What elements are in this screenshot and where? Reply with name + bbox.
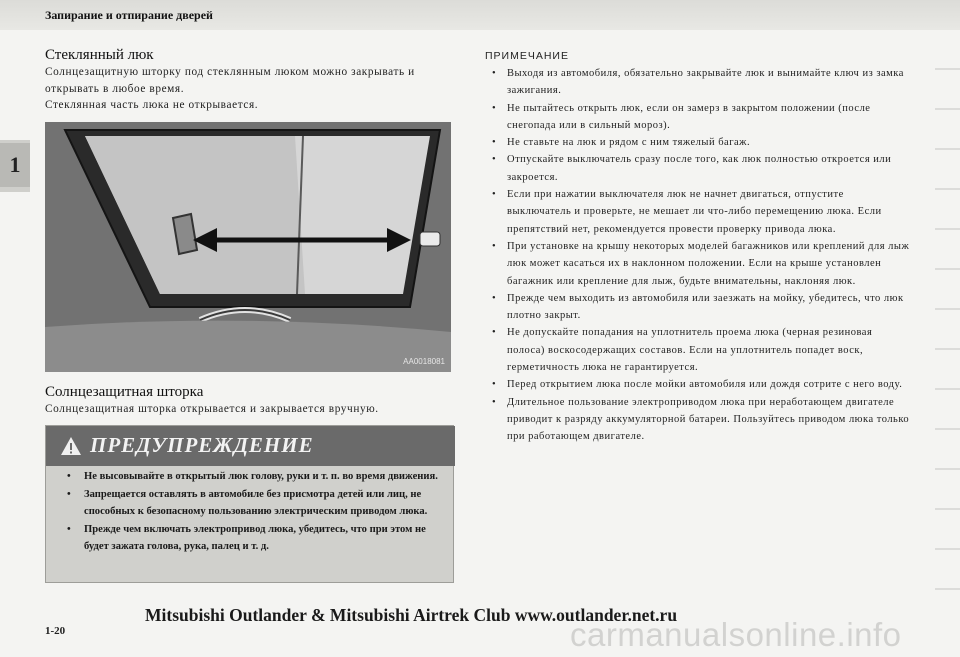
warning-triangle-icon <box>60 436 82 456</box>
warning-list <box>64 468 444 556</box>
notes-heading: ПРИМЕЧАНИЕ <box>485 50 569 62</box>
page-edge-marks <box>935 30 960 590</box>
sunroof-illustration <box>45 122 451 372</box>
glass-sunroof-text: Солнцезащитную шторку под стеклянным люком можно закрывать и открывать в любое время. Стеклянная часть люка не открывается. <box>45 66 415 111</box>
figure-code: AA0018081 <box>403 357 445 366</box>
warning-title: ПРЕДУПРЕЖДЕНИЕ <box>90 433 314 457</box>
sunshade-text: Солнцезащитная шторка открывается и закрывается вручную. <box>45 403 379 415</box>
note-item: • Если при нажатии выключателя люк не начнет двигаться, отпустите выключатель и проверьте, не мешает ли что-либо перемещению люка. Если препятствий нет, рекомендуется провести проверку привода люка. <box>485 186 910 238</box>
warning-item: • Запрещается оставлять в автомобиле без присмотра детей или лиц, не способных к безопасному пользованию электрическим приводом люка. <box>64 486 444 521</box>
note-item: • Не допускайте попадания на уплотнитель проема люка (черная резиновая полоса) воскосодержащих составов. Если на уплотнитель попадет воск, герметичность люка не гарантируется. <box>485 324 910 376</box>
note-item: • Прежде чем выходить из автомобиля или заезжать на мойку, убедитесь, что люк плотно закрыт. <box>485 290 910 325</box>
warning-header <box>46 426 455 466</box>
sunshade-title: Солнцезащитная шторка <box>45 384 204 400</box>
note-item: • Перед открытием люка после мойки автомобиля или дождя сотрите с него воду. <box>485 376 910 393</box>
glass-sunroof-title: Стеклянный люк <box>45 47 154 63</box>
watermark-text: carmanualsonline.info <box>570 616 902 653</box>
warning-item: • Прежде чем включать электропривод люка, убедитесь, что при этом не будет зажата голова, рука, палец и т. д. <box>64 521 444 556</box>
note-item: • Выходя из автомобиля, обязательно закрывайте люк и вынимайте ключ из замка зажигания. <box>485 65 910 100</box>
warning-box <box>45 425 454 583</box>
note-item: • Отпускайте выключатель сразу после того, как люк полностью откроется или закроется. <box>485 151 910 186</box>
club-footer-text: Mitsubishi Outlander & Mitsubishi Airtrek Club www.outlander.net.ru <box>145 605 678 625</box>
warning-item: • Не высовывайте в открытый люк голову, руки и т. п. во время движения. <box>64 468 444 486</box>
chapter-number-tab: 1 <box>0 143 30 187</box>
sunroof-drawing <box>45 122 451 372</box>
notes-list <box>485 65 910 446</box>
note-item: • Не ставьте на люк и рядом с ним тяжелый багаж. <box>485 134 910 151</box>
note-item: • Длительное пользование электроприводом люка при неработающем двигателе приводит к разряду аккумуляторной батареи. Пользуйтесь приводом люка только при работающем двигателе. <box>485 394 910 446</box>
section-header-title: Запирание и отпирание дверей <box>45 8 213 22</box>
note-item: • При установке на крышу некоторых моделей багажников или креплений для лыж люк может касаться их в наклонном положении. Если на крыше установлен багажник или крепление для лыж, будьте внимательны, наклоняя люк. <box>485 238 910 290</box>
note-item: • Не пытайтесь открыть люк, если он замерз в закрытом положении (после снегопада или в сильный мороз). <box>485 100 910 135</box>
page-number: 1-20 <box>45 625 66 637</box>
page-header <box>0 0 960 30</box>
